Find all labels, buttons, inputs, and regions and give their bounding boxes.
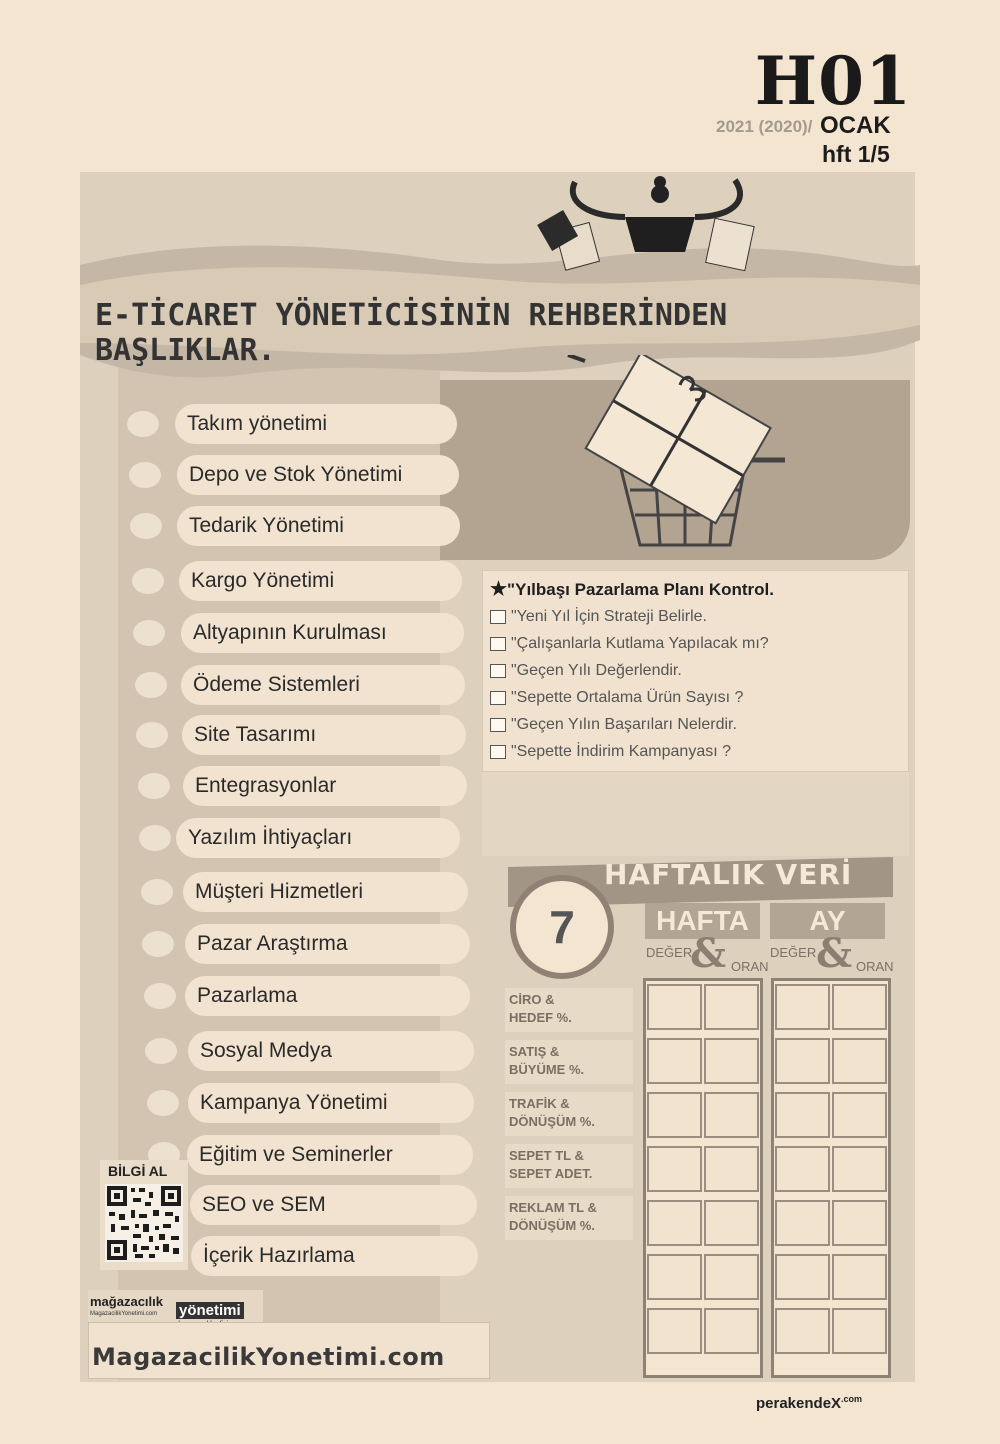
- metric-row-line: CİRO &: [509, 992, 555, 1007]
- perakendex-text: perakendeX: [756, 1395, 842, 1412]
- shopper-illustration: [535, 172, 785, 272]
- topic-item: Ödeme Sistemleri: [181, 665, 465, 705]
- qr-label: BİLGİ AL: [108, 1163, 168, 1179]
- year-label: 2021 (2020)/: [716, 117, 813, 136]
- topic-checkbox[interactable]: [136, 722, 168, 748]
- checklist-notes-area: [482, 772, 909, 856]
- metric-row-line: SATIŞ &: [509, 1044, 560, 1059]
- metric-row-label: [505, 1144, 633, 1188]
- topic-item: İçerik Hazırlama: [191, 1236, 478, 1276]
- data-entry-cell[interactable]: [832, 1254, 887, 1300]
- checklist-title: [490, 578, 774, 601]
- checklist-item: [490, 662, 682, 680]
- data-entry-cell[interactable]: [775, 1146, 830, 1192]
- week-value-label: DEĞER: [646, 945, 693, 960]
- topic-checkbox[interactable]: [144, 983, 176, 1009]
- topic-item: Altyapının Kurulması: [181, 613, 464, 653]
- data-entry-cell[interactable]: [647, 1200, 702, 1246]
- week-ratio-label: ORAN: [731, 959, 769, 974]
- topic-item: Pazarlama: [185, 976, 470, 1016]
- topic-item: Pazar Araştırma: [185, 924, 470, 964]
- metric-row-line: REKLAM TL &: [509, 1200, 597, 1215]
- day-count-circle: 7: [510, 875, 614, 979]
- metric-row-label: [505, 988, 633, 1032]
- week-label: hft 1/5: [822, 141, 890, 167]
- star-icon: ★: [490, 579, 508, 600]
- data-entry-cell[interactable]: [775, 984, 830, 1030]
- data-entry-cell[interactable]: [704, 1092, 759, 1138]
- topic-item: SEO ve SEM: [190, 1185, 477, 1225]
- data-entry-cell[interactable]: [647, 1308, 702, 1354]
- topic-checkbox[interactable]: [139, 825, 171, 851]
- logo-top-text: mağazacılık: [90, 1294, 163, 1309]
- checkbox[interactable]: [490, 637, 506, 651]
- data-entry-cell[interactable]: [775, 1254, 830, 1300]
- data-entry-cell[interactable]: [775, 1200, 830, 1246]
- topic-checkbox[interactable]: [138, 773, 170, 799]
- topic-checkbox[interactable]: [145, 1038, 177, 1064]
- site-url-link[interactable]: MagazacilikYonetimi.com: [92, 1343, 445, 1371]
- topic-item: Müşteri Hizmetleri: [183, 872, 468, 912]
- metric-row-label: [505, 1092, 633, 1136]
- topic-item: Takım yönetimi: [175, 404, 457, 444]
- data-entry-cell[interactable]: [832, 1200, 887, 1246]
- checklist-item-label: "Sepette Ortalama Ürün Sayısı ?: [511, 689, 744, 706]
- page-code: H01: [754, 42, 912, 120]
- checklist-item: [490, 635, 769, 653]
- perakendex-suffix: .com: [841, 1394, 863, 1404]
- gift-cart-illustration: [560, 355, 800, 555]
- checklist-item: [490, 743, 731, 761]
- topic-checkbox[interactable]: [132, 568, 164, 594]
- data-entry-cell[interactable]: [704, 1146, 759, 1192]
- month-value-label: DEĞER: [770, 945, 817, 960]
- data-entry-cell[interactable]: [775, 1308, 830, 1354]
- topic-checkbox[interactable]: [142, 931, 174, 957]
- page-title: E-TİCARET YÖNETİCİSİNİN REHBERİNDEN BAŞLIKLAR.: [95, 298, 728, 368]
- data-entry-cell[interactable]: [832, 984, 887, 1030]
- topic-checkbox[interactable]: [147, 1090, 179, 1116]
- topic-item: Depo ve Stok Yönetimi: [177, 455, 459, 495]
- checklist-item: [490, 689, 743, 707]
- qr-code-icon[interactable]: [105, 1184, 183, 1262]
- data-entry-cell[interactable]: [704, 984, 759, 1030]
- logo-small-text: MagazacilikYonetimi.com: [90, 1311, 158, 1317]
- metric-row-line: DÖNÜŞÜM %.: [509, 1114, 595, 1129]
- topic-checkbox[interactable]: [141, 879, 173, 905]
- checkbox[interactable]: [490, 664, 506, 678]
- checklist-item-label: "Yeni Yıl İçin Strateji Belirle.: [511, 608, 707, 625]
- data-entry-cell[interactable]: [704, 1254, 759, 1300]
- data-entry-cell[interactable]: [832, 1146, 887, 1192]
- data-entry-cell[interactable]: [832, 1308, 887, 1354]
- checklist-item: [490, 716, 737, 734]
- data-entry-cell[interactable]: [647, 1092, 702, 1138]
- checklist-item-label: "Sepette İndirim Kampanyası ?: [511, 743, 732, 760]
- month-ratio-label: ORAN: [856, 959, 894, 974]
- logo-bottom-text: yönetimi: [176, 1302, 244, 1319]
- week-amp: &: [690, 930, 727, 977]
- topic-item: Site Tasarımı: [182, 715, 466, 755]
- perakendex-logo: [756, 1394, 862, 1412]
- checklist-item: [490, 608, 707, 626]
- data-entry-cell[interactable]: [704, 1308, 759, 1354]
- checkbox[interactable]: [490, 745, 506, 759]
- data-entry-cell[interactable]: [775, 1038, 830, 1084]
- month-column-header: AY: [770, 903, 885, 939]
- checklist-title-text: "Yılbaşı Pazarlama Planı Kontrol.: [507, 580, 774, 599]
- metric-row-line: TRAFİK &: [509, 1096, 570, 1111]
- metric-row-line: SEPET ADET.: [509, 1166, 593, 1181]
- topic-item: Entegrasyonlar: [183, 766, 467, 806]
- topic-item: Eğitim ve Seminerler: [187, 1135, 473, 1175]
- month-label: OCAK: [820, 112, 891, 139]
- metric-row-line: BÜYÜME %.: [509, 1062, 585, 1077]
- topic-item: Sosyal Medya: [188, 1031, 474, 1071]
- topic-checkbox[interactable]: [133, 620, 165, 646]
- metric-row-label: [505, 1040, 633, 1084]
- topic-item: Kampanya Yönetimi: [188, 1083, 474, 1123]
- topic-checkbox[interactable]: [130, 513, 162, 539]
- data-entry-cell[interactable]: [647, 1254, 702, 1300]
- data-entry-cell[interactable]: [647, 1038, 702, 1084]
- metric-row-line: DÖNÜŞÜM %.: [509, 1218, 595, 1233]
- checklist-item-label: "Çalışanlarla Kutlama Yapılacak mı?: [511, 635, 769, 652]
- topic-checkbox[interactable]: [127, 411, 159, 437]
- data-entry-cell[interactable]: [647, 984, 702, 1030]
- data-entry-cell[interactable]: [832, 1092, 887, 1138]
- checkbox[interactable]: [490, 718, 506, 732]
- checklist-item-label: "Geçen Yılın Başarıları Nelerdir.: [511, 716, 737, 733]
- metric-row-label: [505, 1196, 633, 1240]
- metric-row-line: SEPET TL &: [509, 1148, 584, 1163]
- checkbox[interactable]: [490, 691, 506, 705]
- data-entry-cell[interactable]: [647, 1146, 702, 1192]
- data-entry-cell[interactable]: [775, 1092, 830, 1138]
- data-entry-cell[interactable]: [704, 1200, 759, 1246]
- topic-checkbox[interactable]: [135, 672, 167, 698]
- weekly-title: HAFTALIK VERİ: [604, 858, 853, 891]
- data-entry-cell[interactable]: [704, 1038, 759, 1084]
- topic-checkbox[interactable]: [129, 462, 161, 488]
- topic-item: Tedarik Yönetimi: [177, 506, 460, 546]
- week-column-header: HAFTA: [645, 903, 760, 939]
- topic-item: Kargo Yönetimi: [179, 561, 462, 601]
- topic-item: Yazılım İhtiyaçları: [176, 818, 460, 858]
- metric-row-line: HEDEF %.: [509, 1010, 572, 1025]
- checkbox[interactable]: [490, 610, 506, 624]
- data-entry-cell[interactable]: [832, 1038, 887, 1084]
- checklist-item-label: "Geçen Yılı Değerlendir.: [511, 662, 682, 679]
- month-amp: &: [816, 930, 853, 977]
